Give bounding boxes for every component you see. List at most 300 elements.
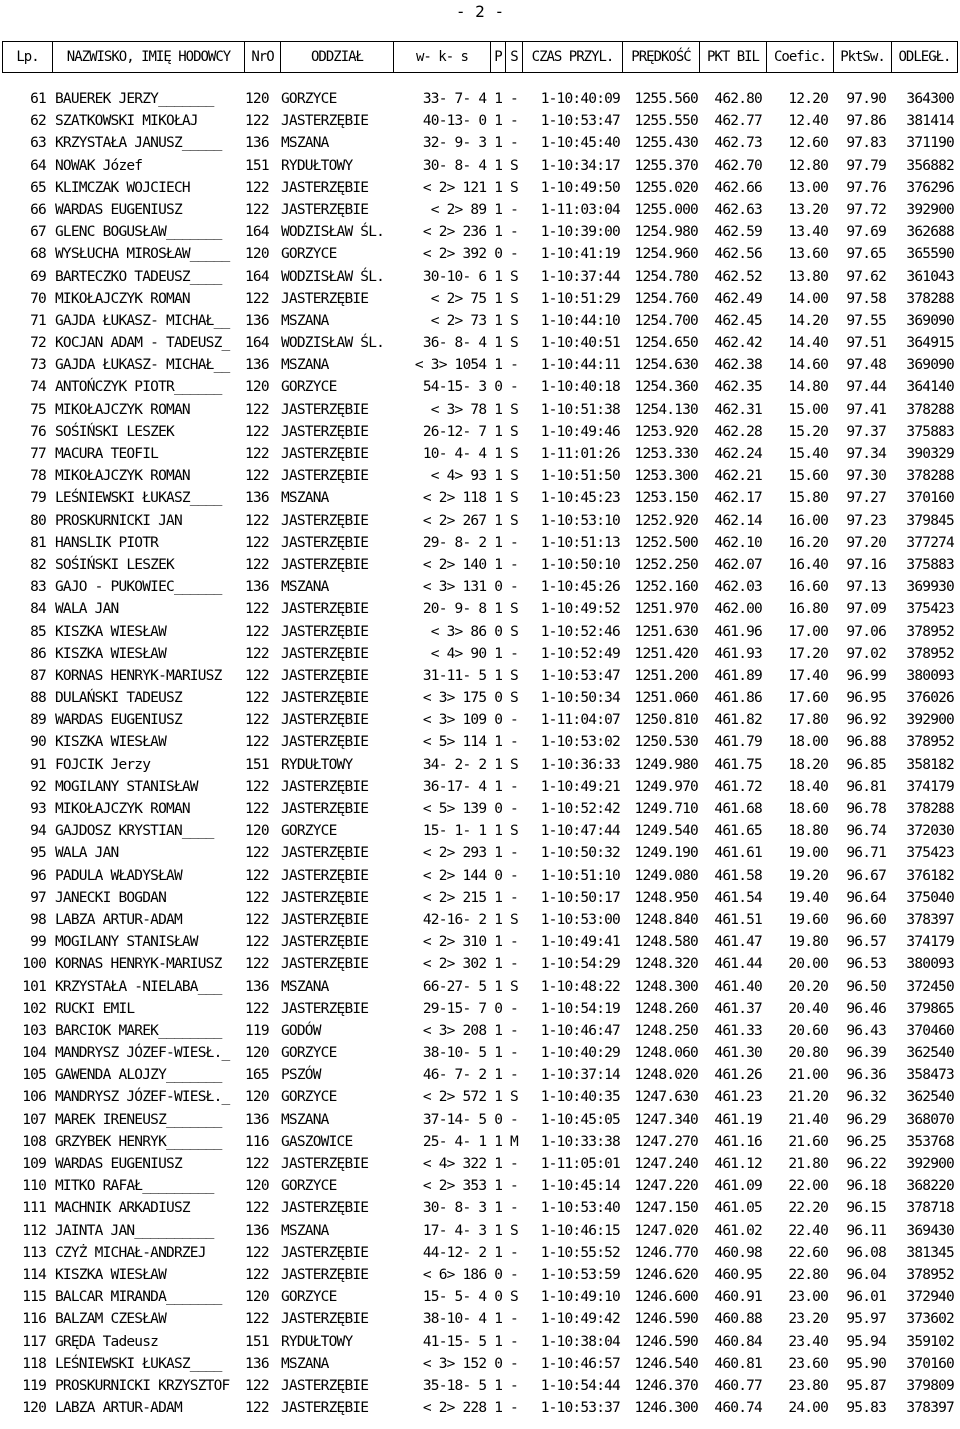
name-cell: MACHNIK ARKADIUSZ <box>55 1200 190 1217</box>
oddzial-cell: RYDUŁTOWY <box>281 157 353 174</box>
wks-cell: < 5> 114 1 - <box>422 734 518 751</box>
odleg-cell: 369930 <box>906 579 954 596</box>
predkosc-cell: 1249.540 <box>634 823 698 840</box>
table-row <box>0 998 960 1020</box>
czas-cell: 1-10:49:52 <box>540 601 620 618</box>
predkosc-cell: 1248.060 <box>634 1045 698 1062</box>
table-row <box>0 376 960 398</box>
nro-cell: 122 <box>245 1200 269 1217</box>
odleg-cell: 372940 <box>906 1289 954 1306</box>
czas-cell: 1-10:39:00 <box>540 224 620 241</box>
czas-cell: 1-10:53:37 <box>540 1400 620 1417</box>
pktbil-cell: 462.00 <box>714 601 762 618</box>
name-cell: ANTOŃCZYK PIOTR______ <box>55 379 222 396</box>
pktsw-cell: 96.88 <box>846 734 886 751</box>
name-cell: MOGILANY STANISŁAW <box>55 778 198 795</box>
predkosc-cell: 1254.780 <box>634 268 698 285</box>
name-cell: CZYŻ MICHAŁ-ANDRZEJ <box>55 1244 206 1261</box>
pktsw-cell: 97.06 <box>846 623 886 640</box>
predkosc-cell: 1251.060 <box>634 690 698 707</box>
oddzial-cell: JASTERZĘBIE <box>281 423 369 440</box>
lp-cell: 114 <box>22 1266 46 1283</box>
pktsw-cell: 95.94 <box>846 1333 886 1350</box>
odleg-cell: 379845 <box>906 512 954 529</box>
czas-cell: 1-10:54:44 <box>540 1377 620 1394</box>
odleg-cell: 368070 <box>906 1111 954 1128</box>
predkosc-cell: 1255.560 <box>634 91 698 107</box>
predkosc-cell: 1247.220 <box>634 1178 698 1195</box>
lp-cell: 80 <box>30 512 46 529</box>
wks-cell: 38-10- 5 1 - <box>422 1045 518 1062</box>
wks-cell: 36-17- 4 1 - <box>422 778 518 795</box>
wks-cell: < 2> 267 1 S <box>422 512 518 529</box>
oddzial-cell: JASTERZĘBIE <box>281 290 369 307</box>
name-cell: LEŚNIEWSKI ŁUKASZ____ <box>55 1355 222 1372</box>
oddzial-cell: JASTERZĘBIE <box>281 401 369 418</box>
pktsw-cell: 95.87 <box>846 1377 886 1394</box>
lp-cell: 75 <box>30 401 46 418</box>
predkosc-cell: 1248.840 <box>634 911 698 928</box>
pktbil-cell: 461.96 <box>714 623 762 640</box>
oddzial-cell: MSZANA <box>281 135 329 152</box>
odleg-cell: 375423 <box>906 601 954 618</box>
nro-cell: 136 <box>245 978 269 995</box>
lp-cell: 81 <box>30 534 46 551</box>
pktsw-cell: 96.71 <box>846 845 886 862</box>
col-header-lp: Lp. <box>2 42 53 72</box>
col-header-oddzial: ODDZIAŁ <box>281 42 394 72</box>
name-cell: LABZA ARTUR-ADAM <box>55 911 182 928</box>
nro-cell: 120 <box>245 823 269 840</box>
table-row <box>0 1220 960 1242</box>
name-cell: PROSKURNICKI JAN <box>55 512 182 529</box>
oddzial-cell: JASTERZĘBIE <box>281 1377 369 1394</box>
coefic-cell: 23.60 <box>788 1355 828 1372</box>
table-row <box>0 1264 960 1286</box>
pktbil-cell: 460.91 <box>714 1289 762 1306</box>
name-cell: BALCAR MIRANDA_______ <box>55 1289 222 1306</box>
wks-cell: 35-18- 5 1 - <box>422 1377 518 1394</box>
name-cell: WALA JAN <box>55 845 119 862</box>
wks-cell: < 2> 572 1 S <box>422 1089 518 1106</box>
pktbil-cell: 461.05 <box>714 1200 762 1217</box>
table-row <box>0 887 960 909</box>
pktsw-cell: 97.69 <box>846 224 886 241</box>
predkosc-cell: 1248.320 <box>634 956 698 973</box>
coefic-cell: 19.40 <box>788 889 828 906</box>
nro-cell: 119 <box>245 1022 269 1039</box>
lp-cell: 97 <box>30 889 46 906</box>
nro-cell: 122 <box>245 601 269 618</box>
predkosc-cell: 1255.370 <box>634 157 698 174</box>
oddzial-cell: JASTERZĘBIE <box>281 645 369 662</box>
pktsw-cell: 97.16 <box>846 556 886 573</box>
oddzial-cell: JASTERZĘBIE <box>281 623 369 640</box>
pktbil-cell: 460.98 <box>714 1244 762 1261</box>
lp-cell: 98 <box>30 911 46 928</box>
odleg-cell: 392900 <box>906 1156 954 1172</box>
table-row <box>0 1020 960 1042</box>
table-row <box>0 665 960 687</box>
predkosc-cell: 1247.150 <box>634 1200 698 1217</box>
predkosc-cell: 1247.020 <box>634 1222 698 1239</box>
name-cell: KOCJAN ADAM - TADEUSZ_ <box>55 335 230 352</box>
lp-cell: 68 <box>30 246 46 263</box>
name-cell: BARCIOK MAREK________ <box>55 1022 222 1039</box>
oddzial-cell: RYDUŁTOWY <box>281 756 353 773</box>
pktbil-cell: 460.81 <box>714 1355 762 1372</box>
odleg-cell: 369430 <box>906 1222 954 1239</box>
lp-cell: 112 <box>22 1222 46 1239</box>
oddzial-cell: GORZYCE <box>281 1289 337 1306</box>
pktsw-cell: 96.04 <box>846 1266 886 1283</box>
lp-cell: 62 <box>30 113 46 130</box>
wks-cell: 20- 9- 8 1 S <box>422 601 518 618</box>
pktsw-cell: 96.36 <box>846 1067 886 1084</box>
coefic-cell: 19.00 <box>788 845 828 862</box>
table-row <box>0 953 960 975</box>
predkosc-cell: 1250.530 <box>634 734 698 751</box>
coefic-cell: 22.00 <box>788 1178 828 1195</box>
pktbil-cell: 462.73 <box>714 135 762 152</box>
czas-cell: 1-10:53:47 <box>540 667 620 684</box>
oddzial-cell: JASTERZĘBIE <box>281 201 369 218</box>
coefic-cell: 12.20 <box>788 91 828 107</box>
oddzial-cell: JASTERZĘBIE <box>281 867 369 884</box>
table-row <box>0 798 960 820</box>
table-row <box>0 643 960 665</box>
odleg-cell: 376296 <box>906 179 954 196</box>
wks-cell: 37-14- 5 0 - <box>422 1111 518 1128</box>
wks-cell: 29- 8- 2 1 - <box>422 534 518 551</box>
predkosc-cell: 1248.950 <box>634 889 698 906</box>
pktbil-cell: 462.31 <box>714 401 762 418</box>
oddzial-cell: JASTERZĘBIE <box>281 556 369 573</box>
wks-cell: < 2> 118 1 S <box>422 490 518 507</box>
odleg-cell: 376182 <box>906 867 954 884</box>
nro-cell: 122 <box>245 1244 269 1261</box>
czas-cell: 1-11:04:07 <box>540 712 620 729</box>
name-cell: SZATKOWSKI MIKOŁAJ <box>55 113 198 130</box>
czas-cell: 1-10:49:10 <box>540 1289 620 1306</box>
pktbil-cell: 462.66 <box>714 179 762 196</box>
table-row <box>0 709 960 731</box>
pktsw-cell: 96.81 <box>846 778 886 795</box>
table-row <box>0 110 960 132</box>
table-row <box>0 776 960 798</box>
coefic-cell: 17.40 <box>788 667 828 684</box>
odleg-cell: 378288 <box>906 801 954 817</box>
oddzial-cell: RYDUŁTOWY <box>281 1333 353 1350</box>
pktbil-cell: 461.12 <box>714 1156 762 1172</box>
nro-cell: 164 <box>245 335 269 352</box>
pktbil-cell: 462.07 <box>714 556 762 573</box>
lp-cell: 77 <box>30 446 46 462</box>
name-cell: SOŚIŃSKI LESZEK <box>55 556 174 573</box>
table-row <box>0 754 960 776</box>
coefic-cell: 19.60 <box>788 911 828 928</box>
predkosc-cell: 1246.370 <box>634 1377 698 1394</box>
pktbil-cell: 462.59 <box>714 224 762 241</box>
pktsw-cell: 96.67 <box>846 867 886 884</box>
oddzial-cell: GORZYCE <box>281 1089 337 1106</box>
coefic-cell: 13.60 <box>788 246 828 263</box>
wks-cell: 40-13- 0 1 - <box>422 113 518 130</box>
czas-cell: 1-10:53:02 <box>540 734 620 751</box>
wks-cell: 30- 8- 4 1 S <box>422 157 518 174</box>
coefic-cell: 20.80 <box>788 1045 828 1062</box>
wks-cell: < 2> 144 0 - <box>422 867 518 884</box>
coefic-cell: 16.80 <box>788 601 828 618</box>
pktsw-cell: 96.92 <box>846 712 886 729</box>
pktbil-cell: 462.03 <box>714 579 762 596</box>
name-cell: KISZKA WIESŁAW <box>55 623 167 640</box>
coefic-cell: 14.00 <box>788 290 828 307</box>
table-row <box>0 332 960 354</box>
nro-cell: 151 <box>245 756 269 773</box>
pktbil-cell: 461.16 <box>714 1133 762 1150</box>
wks-cell: < 4> 90 1 - <box>430 645 518 662</box>
czas-cell: 1-10:40:09 <box>540 91 620 107</box>
predkosc-cell: 1253.300 <box>634 468 698 485</box>
col-header-name: NAZWISKO, IMIĘ HODOWCY <box>53 42 245 72</box>
table-row <box>0 155 960 177</box>
wks-cell: 15- 5- 4 0 S <box>422 1289 518 1306</box>
predkosc-cell: 1251.970 <box>634 601 698 618</box>
czas-cell: 1-11:03:04 <box>540 201 620 218</box>
table-row <box>0 621 960 643</box>
pktsw-cell: 97.58 <box>846 290 886 307</box>
pktsw-cell: 96.18 <box>846 1178 886 1195</box>
predkosc-cell: 1255.020 <box>634 179 698 196</box>
pktsw-cell: 96.74 <box>846 823 886 840</box>
odleg-cell: 378288 <box>906 468 954 485</box>
lp-cell: 100 <box>22 956 46 973</box>
odleg-cell: 353768 <box>906 1133 954 1150</box>
czas-cell: 1-10:45:26 <box>540 579 620 596</box>
oddzial-cell: GODÓW <box>281 1022 321 1039</box>
col-header-nro: NrO <box>245 42 281 72</box>
coefic-cell: 13.80 <box>788 268 828 285</box>
czas-cell: 1-10:45:23 <box>540 490 620 507</box>
pktbil-cell: 461.09 <box>714 1178 762 1195</box>
czas-cell: 1-10:54:29 <box>540 956 620 973</box>
wks-cell: < 2> 140 1 - <box>422 556 518 573</box>
pktbil-cell: 462.70 <box>714 157 762 174</box>
name-cell: SOŚIŃSKI LESZEK <box>55 423 174 440</box>
coefic-cell: 18.20 <box>788 756 828 773</box>
coefic-cell: 21.20 <box>788 1089 828 1106</box>
oddzial-cell: MSZANA <box>281 357 329 374</box>
nro-cell: 122 <box>245 667 269 684</box>
odleg-cell: 372450 <box>906 978 954 995</box>
oddzial-cell: WODZISŁAW ŚL. <box>281 335 385 352</box>
pktsw-cell: 96.57 <box>846 934 886 951</box>
czas-cell: 1-10:52:46 <box>540 623 620 640</box>
lp-cell: 118 <box>22 1355 46 1372</box>
odleg-cell: 370160 <box>906 1355 954 1372</box>
oddzial-cell: JASTERZĘBIE <box>281 1311 369 1328</box>
pktbil-cell: 462.80 <box>714 91 762 107</box>
pktbil-cell: 462.56 <box>714 246 762 263</box>
lp-cell: 85 <box>30 623 46 640</box>
oddzial-cell: JASTERZĘBIE <box>281 446 369 462</box>
table-row <box>0 576 960 598</box>
table-row <box>0 1331 960 1353</box>
oddzial-cell: JASTERZĘBIE <box>281 956 369 973</box>
col-header-odleg: ODLEGŁ. <box>892 42 958 72</box>
czas-cell: 1-10:49:41 <box>540 934 620 951</box>
wks-cell: < 2> 75 1 S <box>430 290 518 307</box>
lp-cell: 94 <box>30 823 46 840</box>
name-cell: WARDAS EUGENIUSZ <box>55 1156 182 1172</box>
table-row <box>0 1308 960 1330</box>
czas-cell: 1-10:36:33 <box>540 756 620 773</box>
wks-cell: 15- 1- 1 1 S <box>422 823 518 840</box>
predkosc-cell: 1254.960 <box>634 246 698 263</box>
name-cell: GAWENDA ALOJZY_______ <box>55 1067 222 1084</box>
name-cell: WALA JAN <box>55 601 119 618</box>
nro-cell: 122 <box>245 534 269 551</box>
predkosc-cell: 1249.080 <box>634 867 698 884</box>
oddzial-cell: JASTERZĘBIE <box>281 845 369 862</box>
pktsw-cell: 96.39 <box>846 1045 886 1062</box>
table-row <box>0 931 960 953</box>
czas-cell: 1-10:40:35 <box>540 1089 620 1106</box>
odleg-cell: 372030 <box>906 823 954 840</box>
pktbil-cell: 461.19 <box>714 1111 762 1128</box>
nro-cell: 136 <box>245 490 269 507</box>
pktsw-cell: 96.53 <box>846 956 886 973</box>
table-row <box>0 88 960 110</box>
table-row <box>0 1375 960 1397</box>
lp-cell: 119 <box>22 1377 46 1394</box>
pktbil-cell: 462.49 <box>714 290 762 307</box>
table-row <box>0 443 960 465</box>
nro-cell: 122 <box>245 911 269 928</box>
pktbil-cell: 462.10 <box>714 534 762 551</box>
czas-cell: 1-10:45:05 <box>540 1111 620 1128</box>
pktsw-cell: 97.09 <box>846 601 886 618</box>
pktbil-cell: 460.77 <box>714 1377 762 1394</box>
pktsw-cell: 96.15 <box>846 1200 886 1217</box>
table-row <box>0 487 960 509</box>
coefic-cell: 23.20 <box>788 1311 828 1328</box>
czas-cell: 1-10:47:44 <box>540 823 620 840</box>
wks-cell: < 2> 73 1 S <box>430 312 518 329</box>
pktbil-cell: 461.44 <box>714 956 762 973</box>
table-row <box>0 310 960 332</box>
odleg-cell: 392900 <box>906 201 954 218</box>
wks-cell: < 2> 392 0 - <box>422 246 518 263</box>
nro-cell: 122 <box>245 512 269 529</box>
name-cell: DULAŃSKI TADEUSZ <box>55 690 182 707</box>
czas-cell: 1-10:54:19 <box>540 1000 620 1017</box>
pktbil-cell: 462.14 <box>714 512 762 529</box>
table-row <box>0 820 960 842</box>
pktsw-cell: 96.29 <box>846 1111 886 1128</box>
predkosc-cell: 1254.980 <box>634 224 698 241</box>
odleg-cell: 390329 <box>906 446 954 462</box>
lp-cell: 115 <box>22 1289 46 1306</box>
table-row <box>0 1397 960 1419</box>
oddzial-cell: GORZYCE <box>281 1178 337 1195</box>
oddzial-cell: JASTERZĘBIE <box>281 801 369 817</box>
name-cell: BALZAM CZESŁAW <box>55 1311 167 1328</box>
coefic-cell: 15.00 <box>788 401 828 418</box>
czas-cell: 1-10:49:46 <box>540 423 620 440</box>
czas-cell: 1-11:01:26 <box>540 446 620 462</box>
table-row <box>0 243 960 265</box>
predkosc-cell: 1249.980 <box>634 756 698 773</box>
predkosc-cell: 1247.270 <box>634 1133 698 1150</box>
wks-cell: 25- 4- 1 1 M <box>422 1133 518 1150</box>
odleg-cell: 375040 <box>906 889 954 906</box>
pktbil-cell: 461.37 <box>714 1000 762 1017</box>
nro-cell: 151 <box>245 1333 269 1350</box>
czas-cell: 1-10:51:29 <box>540 290 620 307</box>
pktsw-cell: 97.79 <box>846 157 886 174</box>
coefic-cell: 14.40 <box>788 335 828 352</box>
oddzial-cell: JASTERZĘBIE <box>281 889 369 906</box>
predkosc-cell: 1252.250 <box>634 556 698 573</box>
table-row <box>0 1086 960 1108</box>
lp-cell: 84 <box>30 601 46 618</box>
wks-cell: < 3> 175 0 S <box>422 690 518 707</box>
name-cell: MOGILANY STANISŁAW <box>55 934 198 951</box>
oddzial-cell: MSZANA <box>281 490 329 507</box>
czas-cell: 1-10:44:10 <box>540 312 620 329</box>
lp-cell: 92 <box>30 778 46 795</box>
nro-cell: 122 <box>245 645 269 662</box>
nro-cell: 122 <box>245 556 269 573</box>
odleg-cell: 378952 <box>906 1266 954 1283</box>
nro-cell: 136 <box>245 1111 269 1128</box>
table-row <box>0 510 960 532</box>
odleg-cell: 379865 <box>906 1000 954 1017</box>
col-header-pktbil: PKT BIL <box>700 42 767 72</box>
czas-cell: 1-10:53:59 <box>540 1266 620 1283</box>
pktsw-cell: 95.83 <box>846 1400 886 1417</box>
wks-cell: 10- 4- 4 1 S <box>422 446 518 462</box>
coefic-cell: 17.80 <box>788 712 828 729</box>
nro-cell: 136 <box>245 579 269 596</box>
predkosc-cell: 1251.420 <box>634 645 698 662</box>
pktsw-cell: 96.99 <box>846 667 886 684</box>
wks-cell: < 3> 1054 1 - <box>414 357 518 374</box>
pktbil-cell: 462.63 <box>714 201 762 218</box>
oddzial-cell: GASZOWICE <box>281 1133 353 1150</box>
nro-cell: 136 <box>245 312 269 329</box>
lp-cell: 104 <box>22 1045 46 1062</box>
lp-cell: 74 <box>30 379 46 396</box>
nro-cell: 122 <box>245 201 269 218</box>
czas-cell: 1-10:46:57 <box>540 1355 620 1372</box>
wks-cell: < 4> 322 1 - <box>422 1156 518 1172</box>
pktsw-cell: 97.55 <box>846 312 886 329</box>
pktsw-cell: 96.85 <box>846 756 886 773</box>
predkosc-cell: 1248.020 <box>634 1067 698 1084</box>
predkosc-cell: 1249.190 <box>634 845 698 862</box>
wks-cell: < 5> 139 0 - <box>422 801 518 817</box>
oddzial-cell: MSZANA <box>281 1355 329 1372</box>
lp-cell: 78 <box>30 468 46 485</box>
wks-cell: < 3> 78 1 S <box>430 401 518 418</box>
oddzial-cell: JASTERZĘBIE <box>281 1266 369 1283</box>
czas-cell: 1-10:52:49 <box>540 645 620 662</box>
table-row <box>0 199 960 221</box>
lp-cell: 83 <box>30 579 46 596</box>
